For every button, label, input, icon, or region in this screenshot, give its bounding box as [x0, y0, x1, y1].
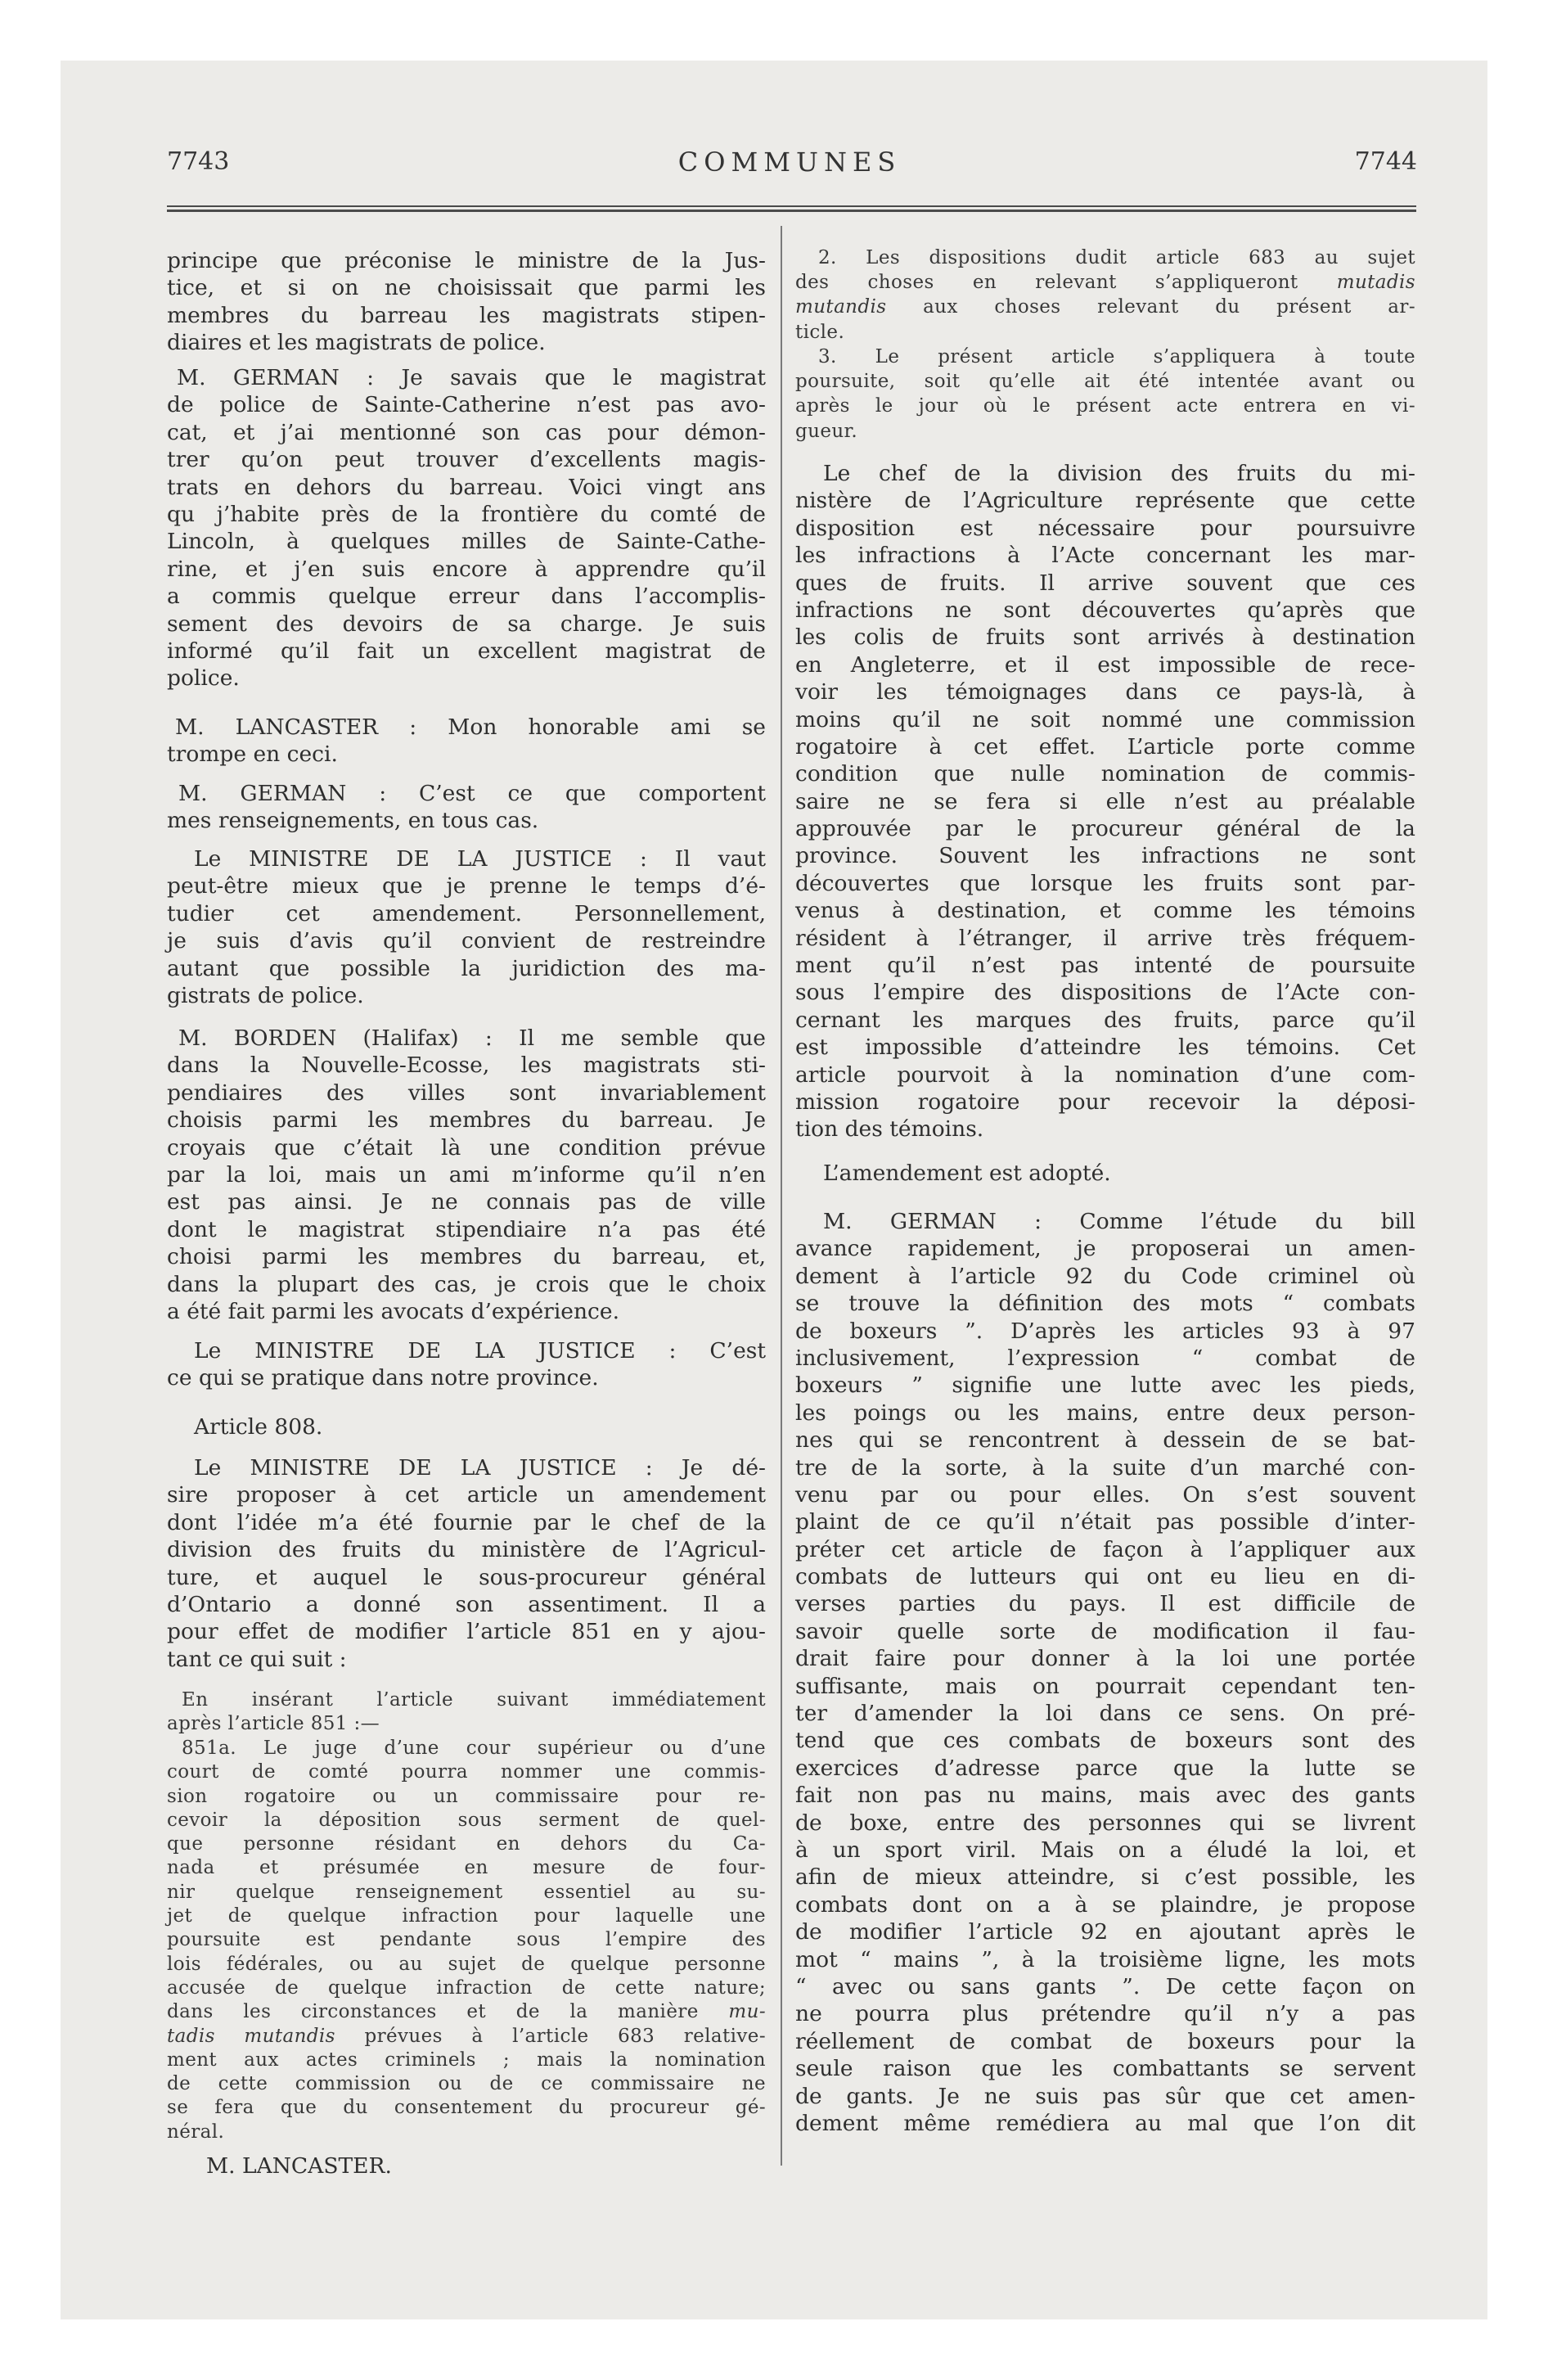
text-line: police. — [167, 665, 240, 692]
page-number-left: 7743 — [167, 147, 230, 176]
text-line: M. LANCASTER. — [206, 2153, 392, 2179]
text-line: 2. Les dispositions dudit article 683 au sujet — [818, 247, 1415, 268]
text-line: ticle. — [795, 321, 845, 343]
running-title: COMMUNES — [677, 146, 902, 178]
text-line: dont le magistrat stipendiaire n’a pas été — [167, 1216, 766, 1242]
text-line: pour effet de modifier l’article 851 en y ajou- — [167, 1619, 766, 1645]
text-line: combats dont on a à se plaindre, je propose — [795, 1891, 1415, 1918]
text-line: mutandis aux choses relevant du présent ar- — [795, 296, 1415, 318]
text-line: drait faire pour donner à la loi une portée — [795, 1646, 1415, 1672]
text-line: En insérant l’article suivant immédiatement — [182, 1689, 766, 1711]
speaker-heading-lancaster — [167, 2152, 766, 2179]
text-line: mes renseignements, en tous cas. — [167, 808, 539, 834]
text-line: M. LANCASTER : Mon honorable ami se — [175, 714, 766, 740]
text-line: moins qu’il ne soit nommé une commission — [795, 706, 1415, 732]
text-line: Le MINISTRE DE LA JUSTICE : Il vaut — [194, 846, 766, 872]
text-line: trats en dehors du barreau. Voici vingt ans — [167, 474, 766, 500]
text-line: de boxe, entre des personnes qui se livrent — [795, 1810, 1415, 1836]
text-line: je suis d’avis qu’il convient de restreindre — [167, 928, 766, 954]
text-line: nes qui se rencontrent à dessein de se bat- — [795, 1427, 1415, 1454]
text-line: 3. Le présent article s’appliquera à toute — [818, 346, 1415, 367]
text-line: L’amendement est adopté. — [823, 1161, 1111, 1186]
text-line: saire ne se fera si elle n’est au préalable — [795, 788, 1415, 814]
text-line: tend que ces combats de boxeurs sont des — [795, 1728, 1415, 1754]
text-line: cat, et j’ai mentionné son cas pour démon- — [167, 419, 766, 445]
text-line: réellement de combat de boxeurs pour la — [795, 2028, 1415, 2054]
text-line: dans la plupart des cas, je crois que le choix — [167, 1271, 766, 1297]
text-line: lois fédérales, ou au sujet de quelque personne — [167, 1953, 766, 1975]
text-line: accusée de quelque infraction de cette nature; — [167, 1977, 766, 1999]
text-line: de police de Sainte-Catherine n’est pas avo- — [167, 392, 766, 418]
text-line: tant ce qui suit : — [167, 1646, 347, 1672]
speech-minister-justice — [167, 845, 766, 1009]
clause-2 — [795, 246, 1415, 345]
speech-minister-justice-amendment — [167, 1454, 766, 1673]
text-line: de gants. Je ne suis pas sûr que cet amen- — [795, 2083, 1415, 2109]
text-line: trer qu’on peut trouver d’excellents magis- — [167, 447, 766, 473]
speech-german-reply — [167, 780, 766, 835]
text-line: se trouve la définition des mots “ combats — [795, 1291, 1415, 1317]
text-line: M. GERMAN : C’est ce que comportent — [178, 781, 766, 806]
text-line: afin de mieux atteindre, si c’est possible, les — [795, 1864, 1415, 1891]
text-line: de modifier l’article 92 en ajoutant après le — [795, 1919, 1415, 1945]
text-line: choisi parmi les membres du barreau, et, — [167, 1244, 766, 1270]
speech-minister-justice-2 — [167, 1337, 766, 1392]
text-line: ques de fruits. Il arrive souvent que ces — [795, 570, 1415, 596]
text-line: boxeurs ” signifie une lutte avec les pieds, — [795, 1373, 1415, 1399]
text-line: M. GERMAN : Comme l’étude du bill — [823, 1209, 1415, 1234]
text-line: sous l’empire des dispositions de l’Acte con- — [795, 980, 1415, 1006]
text-line: mission rogatoire pour recevoir la déposi- — [795, 1089, 1415, 1115]
text-line: sire proposer à cet article un amendement — [167, 1482, 766, 1508]
text-line: après le jour où le présent acte entrera en vi- — [795, 395, 1415, 417]
text-line: nada et présumée en mesure de four- — [167, 1857, 766, 1879]
text-line: de cette commission ou de ce commissaire ne — [167, 2073, 766, 2095]
text-line: principe que préconise le ministre de la Jus- — [167, 248, 766, 273]
text-line: ment qu’il n’est pas intenté de poursuite — [795, 953, 1415, 979]
text-line: voir les témoignages dans ce pays-là, à — [795, 679, 1415, 705]
text-line: M. BORDEN (Halifax) : Il me semble que — [178, 1025, 766, 1051]
text-line: trompe en ceci. — [167, 741, 338, 768]
text-line: exercices d’adresse parce que la lutte se — [795, 1755, 1415, 1781]
text-line: Le MINISTRE DE LA JUSTICE : Je dé- — [194, 1455, 766, 1481]
text-line: 851a. Le juge d’une cour supérieur ou d’une — [182, 1738, 766, 1759]
speech-lancaster — [167, 714, 766, 769]
amendment-instruction — [167, 1688, 766, 1737]
text-line: venu par ou pour elles. On s’est souvent — [795, 1481, 1415, 1508]
text-line: par la loi, mais un ami m’informe qu’il n’en — [167, 1161, 766, 1188]
text-line: cevoir la déposition sous serment de quel- — [167, 1809, 766, 1831]
text-line: division des fruits du ministère de l’Agricul- — [167, 1537, 766, 1563]
text-line: sion rogatoire ou un commissaire pour re- — [167, 1785, 766, 1807]
text-line: après l’article 851 :— — [167, 1713, 380, 1735]
text-line: diaires et les magistrats de police. — [167, 330, 546, 356]
speech-german-boxing — [795, 1208, 1415, 2137]
text-line: des choses en relevant s’appliqueront mutadis — [795, 272, 1415, 294]
text-line: à un sport viril. Mais on a éludé la loi, et — [795, 1837, 1415, 1863]
article-heading — [167, 1413, 766, 1440]
text-line: ture, et auquel le sous-procureur général — [167, 1564, 766, 1590]
text-line: est pas ainsi. Je ne connais pas de ville — [167, 1189, 766, 1215]
text-line: gistrats de police. — [167, 982, 364, 1008]
page-number-right: 7744 — [1354, 147, 1417, 176]
header-rule — [167, 205, 1416, 207]
text-line: dement même remédiera au mal que l’on dit — [795, 2110, 1415, 2136]
text-line: suffisante, mais on pourrait cependant ten- — [795, 1673, 1415, 1699]
text-line: ce qui se pratique dans notre province. — [167, 1365, 599, 1391]
text-line: de boxeurs ”. D’après les articles 93 à 97 — [795, 1318, 1415, 1344]
text-line: gueur. — [795, 420, 858, 442]
text-line: découvertes que lorsque les fruits sont par- — [795, 870, 1415, 896]
text-line: est impossible d’atteindre les témoins. Cet — [795, 1034, 1415, 1061]
text-line: infractions ne sont découvertes qu’après que — [795, 597, 1415, 623]
text-line: M. GERMAN : Je savais que le magistrat — [177, 365, 766, 390]
text-line: sement des devoirs de sa charge. Je suis — [167, 611, 766, 637]
text-line: Le MINISTRE DE LA JUSTICE : C’est — [194, 1338, 766, 1364]
text-line: savoir quelle sorte de modification il fau- — [795, 1618, 1415, 1644]
motion-adopted — [795, 1160, 1415, 1187]
text-line: peut-être mieux que je prenne le temps d’é- — [167, 873, 766, 899]
clause-3 — [795, 345, 1415, 444]
text-line: se fera que du consentement du procureur gé- — [167, 2097, 766, 2119]
text-line: pendiaires des villes sont invariablement — [167, 1080, 766, 1106]
text-line: Article 808. — [194, 1414, 323, 1440]
text-line: article pourvoit à la nomination d’une com- — [795, 1062, 1415, 1088]
text-line: rine, et j’en suis encore à apprendre qu’il — [167, 556, 766, 582]
text-line: autant que possible la juridiction des ma- — [167, 955, 766, 981]
text-line: que personne résidant en dehors du Ca- — [167, 1833, 766, 1855]
text-line: ter d’amender la loi dans ce sens. On pré- — [795, 1701, 1415, 1727]
text-line: dont l’idée m’a été fournie par le chef de la — [167, 1509, 766, 1535]
amendment-clause-851a — [167, 1737, 766, 2144]
text-line: dans la Nouvelle-Ecosse, les magistrats sti- — [167, 1053, 766, 1079]
text-line: cernant les marques des fruits, parce qu’il — [795, 1007, 1415, 1033]
column-divider — [781, 226, 782, 2166]
paragraph-continued — [167, 247, 766, 357]
text-line: a commis quelque erreur dans l’accomplis- — [167, 584, 766, 610]
text-line: jet de quelque infraction pour laquelle une — [167, 1905, 766, 1927]
text-line: en Angleterre, et il est impossible de rece- — [795, 651, 1415, 678]
text-line: avance rapidement, je proposerai un amen- — [795, 1236, 1415, 1262]
text-line: seule raison que les combattants se servent — [795, 2056, 1415, 2082]
text-line: inclusivement, l’expression “ combat de — [795, 1345, 1415, 1371]
text-line: ne pourra plus prétendre qu’il n’y a pas — [795, 2001, 1415, 2027]
text-line: condition que nulle nomination de commis- — [795, 761, 1415, 787]
text-line: les infractions à l’Acte concernant les mar- — [795, 543, 1415, 569]
text-line: qu j’habite près de la frontière du comté de — [167, 501, 766, 527]
text-line: choisis parmi les membres du barreau. Je — [167, 1107, 766, 1134]
text-line: préter cet article de façon à l’appliquer aux — [795, 1536, 1415, 1562]
text-line: tre de la sorte, à la suite d’un marché con- — [795, 1454, 1415, 1481]
text-line: les colis de fruits sont arrivés à destination — [795, 624, 1415, 651]
paragraph-fruit-division — [795, 460, 1415, 1143]
text-line: a été fait parmi les avocats d’expérience. — [167, 1298, 619, 1324]
text-line: les poings ou les mains, entre deux person- — [795, 1400, 1415, 1426]
text-line: tudier cet amendement. Personnellement, — [167, 900, 766, 926]
text-line: plaint de ce qu’il n’était pas possible d’inter- — [795, 1509, 1415, 1535]
text-line: province. Souvent les infractions ne sont — [795, 843, 1415, 869]
text-line: membres du barreau les magistrats stipen- — [167, 302, 766, 328]
text-line: dement à l’article 92 du Code criminel où — [795, 1263, 1415, 1289]
text-line: combats de lutteurs qui ont eu lieu en di- — [795, 1564, 1415, 1590]
text-line: dans les circonstances et de la manière mu- — [167, 2001, 766, 2023]
speech-german — [167, 364, 766, 692]
text-line: venus à destination, et comme les témoins — [795, 898, 1415, 924]
text-line: court de comté pourra nommer une commis- — [167, 1761, 766, 1783]
text-line: approuvée par le procureur général de la — [795, 816, 1415, 842]
text-line: fait non pas nu mains, mais avec des gants — [795, 1783, 1415, 1809]
text-line: poursuite, soit qu’elle ait été intentée avant ou — [795, 371, 1415, 393]
text-line: nistère de l’Agriculture représente que cette — [795, 488, 1415, 514]
text-line: croyais que c’était là une condition prévue — [167, 1134, 766, 1161]
text-line: verses parties du pays. Il est difficile de — [795, 1591, 1415, 1617]
text-line: disposition est nécessaire pour poursuivre — [795, 515, 1415, 541]
text-line: néral. — [167, 2121, 225, 2143]
text-line: nir quelque renseignement essentiel au su- — [167, 1881, 766, 1903]
text-line: ment aux actes criminels ; mais la nomination — [167, 2049, 766, 2071]
text-line: tadis mutandis prévues à l’article 683 relative- — [167, 2025, 766, 2047]
header-rule-thick — [167, 210, 1416, 212]
text-line: résident à l’étranger, il arrive très fréquem- — [795, 925, 1415, 951]
text-line: d’Ontario a donné son assentiment. Il a — [167, 1591, 766, 1617]
text-line: “ avec ou sans gants ”. De cette façon on — [795, 1973, 1415, 1999]
text-line: Le chef de la division des fruits du mi- — [823, 461, 1415, 486]
text-line: Lincoln, à quelques milles de Sainte-Cathe- — [167, 529, 766, 555]
text-line: mot “ mains ”, à la troisième ligne, les mots — [795, 1946, 1415, 1972]
text-line: tice, et si on ne choisissait que parmi les — [167, 275, 766, 301]
text-line: rogatoire à cet effet. L’article porte comme — [795, 733, 1415, 760]
text-line: informé qu’il fait un excellent magistrat de — [167, 638, 766, 664]
text-line: poursuite est pendante sous l’empire des — [167, 1929, 766, 1951]
text-line: tion des témoins. — [795, 1116, 984, 1143]
speech-borden — [167, 1025, 766, 1325]
